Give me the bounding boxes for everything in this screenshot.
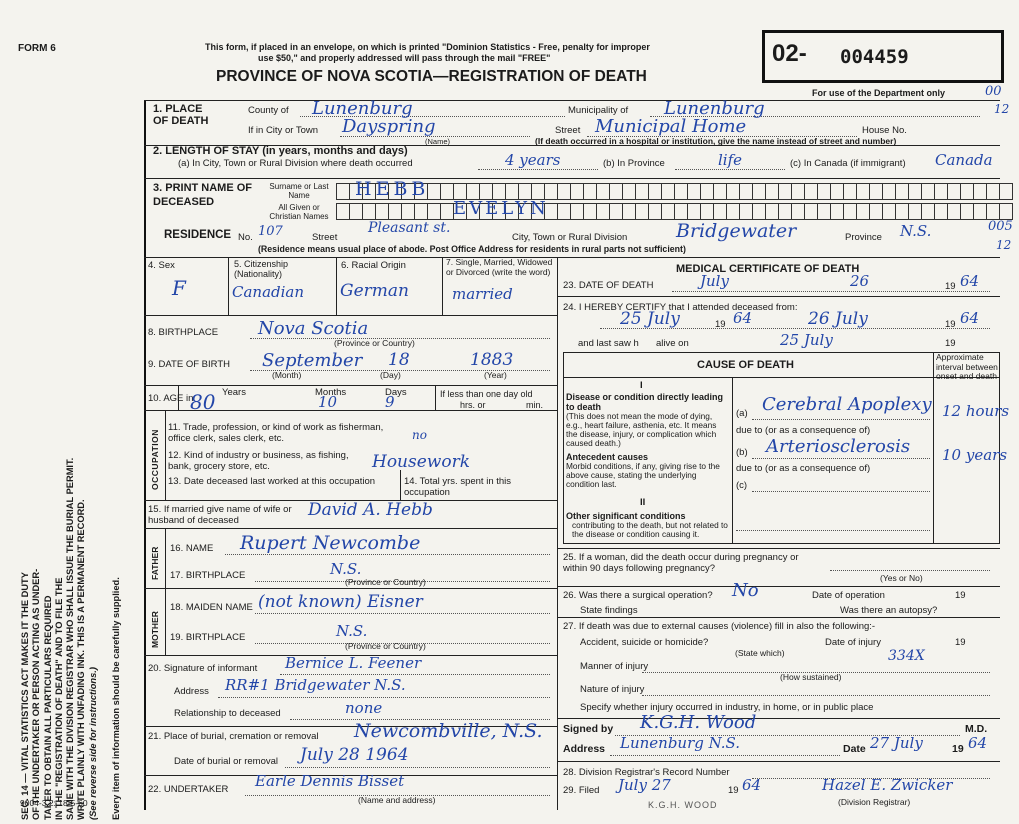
physician-address: Lunenburg N.S. xyxy=(620,734,741,752)
filed-date: July 27 xyxy=(618,776,671,794)
status-value: married xyxy=(452,285,513,303)
dob-month: September xyxy=(262,350,363,371)
undertaker-value: Earle Dennis Bisset xyxy=(255,772,405,790)
occupation-band: OCCUPATION xyxy=(150,429,160,490)
surname-label: Surname or Last Name xyxy=(269,182,329,200)
reg-prefix: 02- xyxy=(772,40,807,67)
age-days: 9 xyxy=(385,393,395,411)
manner-value: 334X xyxy=(888,648,925,664)
interval-a: 12 hours xyxy=(942,402,1010,420)
stay-a-label: (a) In City, Town or Rural Division where death occurred xyxy=(178,158,413,169)
mother-maiden: (not known) Eisner xyxy=(258,592,423,612)
form-title: PROVINCE OF NOVA SCOTIA—REGISTRATION OF DEATH xyxy=(216,68,647,85)
trade-value: no xyxy=(412,428,427,442)
margin-code: 12 xyxy=(996,238,1012,252)
origin-value: German xyxy=(340,281,409,301)
burial-place: Newcombville, N.S. xyxy=(354,720,543,742)
margin-code: 00 xyxy=(985,84,1002,99)
stay-label: 2. LENGTH OF STAY (in years, months and days) xyxy=(153,145,408,157)
attended-to: 26 July xyxy=(808,309,868,329)
dept-use: For use of the Department only xyxy=(812,88,946,98)
mother-birthplace: N.S. xyxy=(336,622,368,640)
surname-value: HEBB xyxy=(355,178,430,200)
cause-title: CAUSE OF DEATH xyxy=(697,359,794,371)
side-instructions: SEC. 14 — VITAL STATISTICS ACT MAKES IT THE DUTY OF THE UNDERTAKER OR PERSON ACTING AS UNDER- TAKER TO OBTAIN ALL PARTICULARS REQUIRED IN THE "REGISTRATION OF DEATH" AND TO FILE THE SAME WITH THE DIVISION REGISTRAR WHO SHALL ISSUE THE BURIAL PERMIT. WRITE PLAINLY WITH UNFADING INK. THIS IS A PERMANENT RECORD. (See reverse side for instructions.) Every item of information should be carefully supplied. xyxy=(20,457,122,820)
residence-note: (Residence means usual place of abode. Post Office Address for residents in rural parts not sufficient) xyxy=(258,244,686,254)
medical-title: MEDICAL CERTIFICATE OF DEATH xyxy=(676,263,860,275)
cause-a: Cerebral Apoplexy xyxy=(762,394,932,415)
postal-note-1: This form, if placed in an envelope, on which is printed "Dominion Statistics - Free, penalty for improper xyxy=(205,42,650,52)
stay-b-value: life xyxy=(718,151,743,169)
form-number: FORM 6 xyxy=(18,43,56,54)
place-note: (If death occurred in a hospital or institution, give the name instead of street and number) xyxy=(535,136,897,146)
residence-city: Bridgewater xyxy=(676,220,797,242)
cause-b: Arteriosclerosis xyxy=(766,436,911,457)
death-month: July xyxy=(700,272,729,290)
physician-stamp: K.G.H. WOOD xyxy=(648,800,718,810)
given-cells xyxy=(336,203,1013,220)
county-label: County of xyxy=(248,105,289,116)
sex-value: F xyxy=(172,276,186,300)
citizenship-value: Canadian xyxy=(232,283,305,301)
municipality-label: Municipality of xyxy=(568,105,629,116)
age-years: 80 xyxy=(190,390,216,414)
father-birthplace: N.S. xyxy=(330,560,362,578)
name-label: 3. PRINT NAME OF DECEASED xyxy=(153,182,253,208)
informant-signature: Bernice L. Feener xyxy=(285,654,422,672)
postal-note-2: use $50," and properly addressed will pass through the mail "FREE" xyxy=(258,53,551,63)
surname-cells xyxy=(336,183,1013,200)
residence-no: 107 xyxy=(258,224,283,239)
footer-code: 9004-3.2: 18-5-60 xyxy=(20,798,88,808)
municipality-value: Lunenburg xyxy=(664,98,765,119)
informant-relation: none xyxy=(345,699,383,717)
filed-year: 64 xyxy=(742,776,762,794)
death-registration-form: SEC. 14 — VITAL STATISTICS ACT MAKES IT THE DUTY OF THE UNDERTAKER OR PERSON ACTING AS UNDER- TAKER TO OBTAIN ALL PARTICULARS REQUIRED IN THE "REGISTRATION OF DEATH" AND TO FILE THE SAME WITH THE DIVISION REGISTRAR WHO SHALL ISSUE THE BURIAL PERMIT. WRITE PLAINLY WITH UNFADING INK. THIS IS A PERMANENT RECORD. (See reverse side for instructions.) Every item of information should be carefully supplied. FORM 6 This form, if placed in an envelope, on which is printed "Dominion Statistics - Free, penalty for improper use $50," and properly addressed will pass through the mail "FREE" PROVINCE OF NOVA SCOTIA—REGISTRATION OF DEATH 02- 004459 For use of the Department only 00 12 005 12 1. PLACE OF DEATH County of Lunenburg Municipality of Lunenburg If in City or Town Dayspring (Name) Street Municipal Home House No. (If death occurred in a hospital or institution, give the name instead of street and number) 2. LENGTH OF STAY (in years, months and days) (a) In City, Town or Rural Division where death occurred 4 years (b) In Province life (c) In Canada (if immigrant) Canada 3. PRINT NAME OF DECEASED Surname or Last Name All Given or Christian Names HEBB EVELYN RESIDENCE No. 107 Street Pleasant st. City, Town or Rural Division Bridgewater Province N.S. (Residence means usual place of abode. Post Office Address for residents in rural parts not sufficient) 4. Sex F 5. Citizenship (Nationality) Canadian 6. Racial Origin German 7. Single, Married, Widowed or Divorced (write the word) married 8. BIRTHPLACE Nova Scotia (Province or Country) 9. DATE OF BIRTH September 18 1883 (Month) (Day) (Year) 10. AGE in Years Months Days 80 10 9 If less than one day old hrs. or min. OCCUPATION 11. Trade, profession, or kind of work as fisherman, office clerk, sales clerk, etc. no 12. Kind of industry or business, as fishing, bank, grocery store, etc. Housework 13. Date deceased last worked at this occupation 14. Total yrs. spent in this occupation 15. If married give name of wife or husband of deceased David A. Hebb FATHER 16. NAME Rupert Newcombe 17. BIRTHPLACE N.S. (Province or Country) MOTHER 18. MAIDEN NAME (not known) Eisner 19. BIRTHPLACE N.S. (Province or Country) 20. Signature of informant Bernice L. Feener Address RR#1 Bridgewater N.S. Relationship to deceased none 21. Place of burial, cremation or removal Newcombville, N.S. Date of burial or removal July 28 1964 22. UNDERTAKER Earle Dennis Bisset (Name and address) MEDICAL CERTIFICATE OF DEATH 23. DATE OF DEATH July 26 19 64 24. I HEREBY CERTIFY that I attended deceased from: 25 July 19 64 26 July 19 64 and last saw h alive on 25 July 19 CAUSE OF DEATH Approximate interval between onset and death I Disease or condition directly leading to death (This does not mean the mode of dying, e.g., heart failure, asthenia, etc. It means the disease, injury, or complication which caused death.) (a) Cerebral Apoplexy 12 hours due to (or as a consequence of) Antecedent causes Morbid conditions, if any, giving rise to the above cause, stating the underlying condition last. (b) Arteriosclerosis 10 years due to (or as a consequence of) (c) II Other significant conditions contributing to the death, but not related to the disease or condition causing it. 25. If a woman, did the death occur during pregnancy or within 90 days following pregnancy? (Yes or No) 26. Was there a surgical operation? No Date of operation 19 State findings Was there an autopsy? 27. If death was due to external causes (violence) fill in also the following:- Accident, suicide or homicide? Date of injury 19 (State which) Manner of injury 334X (How sustained) Nature of injury Specify whether injury occurred in industry, in home, or in public place Signed by K.G.H. Wood M.D. Address Lunenburg N.S. Date 27 July 19 64 28. Division Registrar's Record Number 29. Filed July 27 19 64 Hazel E. Zwicker (Division Registrar) K.G.H. WOOD 9004-3.2: 18-5-60 xyxy=(0,0,1019,824)
stay-c-value: Canada xyxy=(935,151,993,169)
stay-a-value: 4 years xyxy=(505,151,561,169)
dob-day: 18 xyxy=(388,350,410,370)
registrar-signature: Hazel E. Zwicker xyxy=(822,776,953,794)
stay-b-label: (b) In Province xyxy=(603,158,665,169)
city-value: Dayspring xyxy=(342,116,436,137)
death-year: 64 xyxy=(960,272,980,290)
city-label: If in City or Town xyxy=(248,125,319,136)
dob-year: 1883 xyxy=(470,350,514,370)
stay-c-label: (c) In Canada (if immigrant) xyxy=(790,158,906,169)
place-label: 1. PLACE OF DEATH xyxy=(153,103,209,127)
residence-street: Pleasant st. xyxy=(368,220,451,236)
reg-number: 004459 xyxy=(840,46,909,68)
burial-date: July 28 1964 xyxy=(300,745,409,765)
attended-from: 25 July xyxy=(620,309,680,329)
interval-header: Approximate interval between onset and death xyxy=(936,352,998,381)
death-day: 26 xyxy=(850,272,870,290)
informant-address: RR#1 Bridgewater N.S. xyxy=(225,676,406,694)
interval-b: 10 years xyxy=(942,446,1008,464)
street-label: Street xyxy=(555,125,581,136)
age-months: 10 xyxy=(318,393,338,411)
given-value: EVELYN xyxy=(453,198,549,219)
last-seen: 25 July xyxy=(780,331,833,349)
attended-to-year: 64 xyxy=(960,309,980,327)
signed-year: 64 xyxy=(968,734,988,752)
residence-label: RESIDENCE xyxy=(164,229,232,241)
father-name: Rupert Newcombe xyxy=(240,532,421,554)
residence-province: N.S. xyxy=(900,222,932,240)
given-label: All Given or Christian Names xyxy=(269,203,329,221)
industry-value: Housework xyxy=(372,452,471,472)
margin-code: 005 xyxy=(988,219,1013,234)
street-value: Municipal Home xyxy=(595,116,747,137)
margin-code: 12 xyxy=(994,102,1010,116)
attended-from-year: 64 xyxy=(733,309,753,327)
spouse-value: David A. Hebb xyxy=(308,500,433,520)
physician-signature: K.G.H. Wood xyxy=(640,712,757,733)
operation-value: No xyxy=(732,580,759,601)
county-value: Lunenburg xyxy=(312,98,413,119)
birthplace-value: Nova Scotia xyxy=(258,318,369,339)
house-label: House No. xyxy=(862,125,907,136)
signed-date: 27 July xyxy=(870,734,923,752)
